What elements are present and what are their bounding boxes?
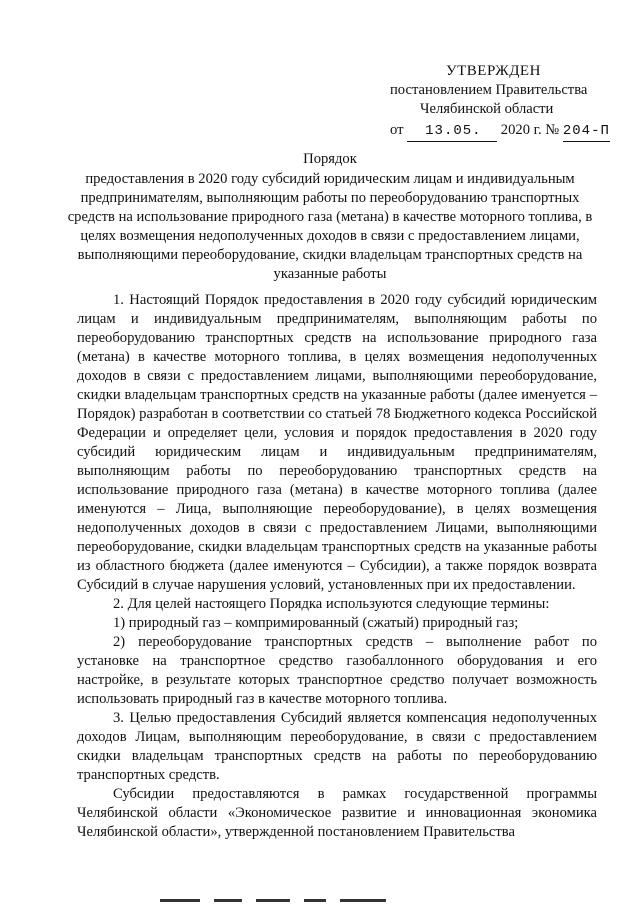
document-body [77,291,597,842]
date-field [407,121,497,142]
approval-title: УТВЕРЖДЕН [446,63,541,79]
date-prefix: от [390,122,404,138]
number-value: 204-П [562,123,610,139]
approval-stamp [382,62,612,142]
document-subtitle: предоставления в 2020 году субсидий юридическим лицам и индивидуальным предпринимателям, выполняющим работы по переоборудованию транспортных средств на использование природного газа (метана) в качестве моторного топлива, в целях возмещения недополученных доходов в связи с предоставлением лицами, выполняющими переоборудование, скидки владельцам транспортных средств на указанные работы [67,171,593,282]
approval-region: Челябинской области [420,101,554,117]
paragraph-2: 2. Для целей настоящего Порядка используются следующие термины: [113,596,550,612]
cut-off-footer-text [160,899,460,903]
approval-authority: постановлением Правительства [390,82,588,98]
paragraph-4: Субсидии предоставляются в рамках государственной программы Челябинской области «Экономическое развитие и инновационная экономика Челябинской области», утвержденной постановлением Правительства [77,786,597,840]
approval-date-row [382,121,612,142]
document-heading: Порядок [303,151,357,167]
year-text: 2020 г. № [500,122,560,138]
paragraph-3: 3. Целью предоставления Субсидий является компенсация недополученных доходов Лицам, выполняющим переоборудование, в связи с предоставлением скидки владельцам транспортных средств на работы по переоборудованию транспортных средств. [77,710,597,783]
paragraph-term-2: 2) переоборудование транспортных средств – выполнение работ по установке на транспортное средство газобаллонного оборудования и его настройке, в результате которых транспортное средство получает возможность использовать природный газ в качестве моторного топлива. [77,634,597,707]
paragraph-1: 1. Настоящий Порядок предоставления в 2020 году субсидий юридическим лицам и индивидуальным предпринимателям, выполняющим работы по переоборудованию транспортных средств на использование природного газа (метана) в качестве моторного топлива, в целях возмещения недополученных доходов в связи с предоставлением лицами, выполняющими переоборудование, скидки владельцам транспортных средств на указанные работы (далее именуется – Порядок) разработан в соответствии со статьей 78 Бюджетного кодекса Российской Федерации и определяет цели, условия и порядок предоставления в 2020 году субсидий юридическим лицам и индивидуальным предпринимателям, выполняющим работы по переоборудованию транспортных средств на использование природного газа (метана) в качестве моторного топлива (далее именуются – Лица, выполняющие переоборудование), в целях возмещения недополученных доходов в связи с предоставлением Лицами, выполняющими переоборудование, скидки владельцам транспортных средств на указанные работы из областного бюджета (далее именуются – Субсидии), а также порядок возврата Субсидий в случае нарушения условий, установленных при их предоставлении. [77,292,597,593]
document-title-block [60,150,600,284]
paragraph-term-1: 1) природный газ – компримированный (сжатый) природный газ; [113,615,519,631]
date-value: 13.05. [425,123,482,139]
number-field [563,121,610,142]
